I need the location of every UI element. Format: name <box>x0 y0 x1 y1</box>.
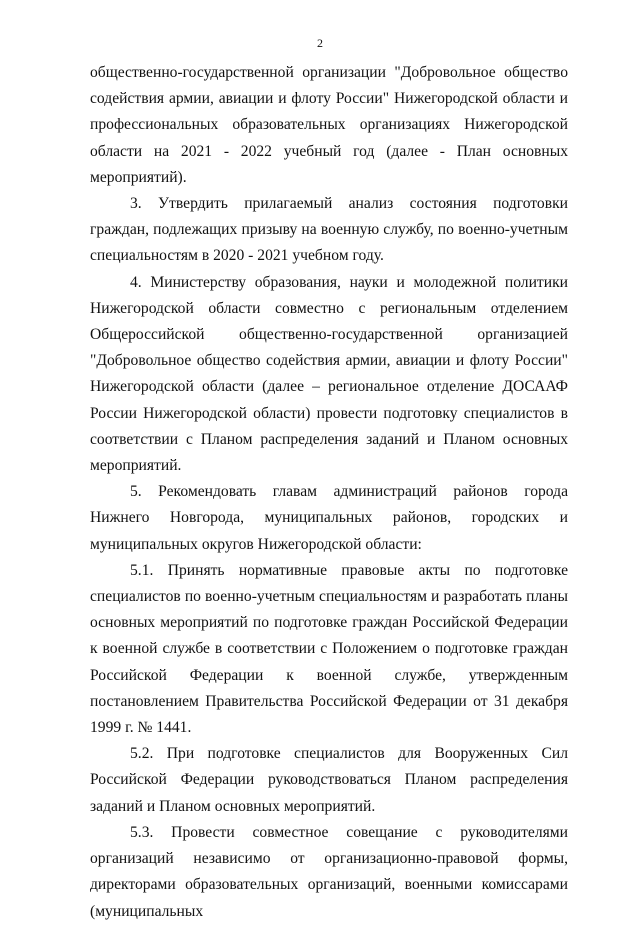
paragraph-item-5: 5. Рекомендовать главам администраций районов города Нижнего Новгорода, муниципальных районов, городских и муниципальных округов Нижегородской области: <box>90 483 568 553</box>
paragraph-item-4: 4. Министерству образования, науки и молодежной политики Нижегородской области совместно с региональным отделением Общероссийской общественно-государственной организацией "Добровольное общество содействия армии, авиации и флоту России" Нижегородской области (далее – региональное отделение ДОСААФ России Нижегородской области) провести подготовку специалистов в соответствии с Планом распределения заданий и Планом основных мероприятий. <box>90 273 568 475</box>
paragraph-item-3: 3. Утвердить прилагаемый анализ состояния подготовки граждан, подлежащих призыву на военную службу, по военно-учетным специальностям в 2020 - 2021 учебном году. <box>90 195 568 265</box>
paragraph-item-5-2: 5.2. При подготовке специалистов для Вооруженных Сил Российской Федерации руководствоваться Планом распределения заданий и Планом основных мероприятий. <box>90 745 568 815</box>
paragraph-item-5-1: 5.1. Принять нормативные правовые акты по подготовке специалистов по военно-учетным специальностям и разработать планы основных мероприятий по подготовке граждан Российской Федерации к военной службе в соответствии с Положением о подготовке граждан Российской Федерации к военной службе, утвержденным постановлением Правительства Российской Федерации от 31 декабря 1999 г. № 1441. <box>90 561 568 737</box>
paragraph-continuation: общественно-государственной организации "Добровольное общество содействия армии, авиации и флоту России" Нижегородской области и профессиональных образовательных организациях Нижегородской области на 2021 - 2022 учебный год (далее - План основных мероприятий). <box>90 64 568 186</box>
paragraph-item-5-3: 5.3. Провести совместное совещание с руководителями организаций независимо от организационно-правовой формы, директорами образовательных организаций, военными комиссарами (муниципальных <box>90 823 568 920</box>
page-number: 2 <box>317 36 323 50</box>
document-body <box>90 60 568 925</box>
